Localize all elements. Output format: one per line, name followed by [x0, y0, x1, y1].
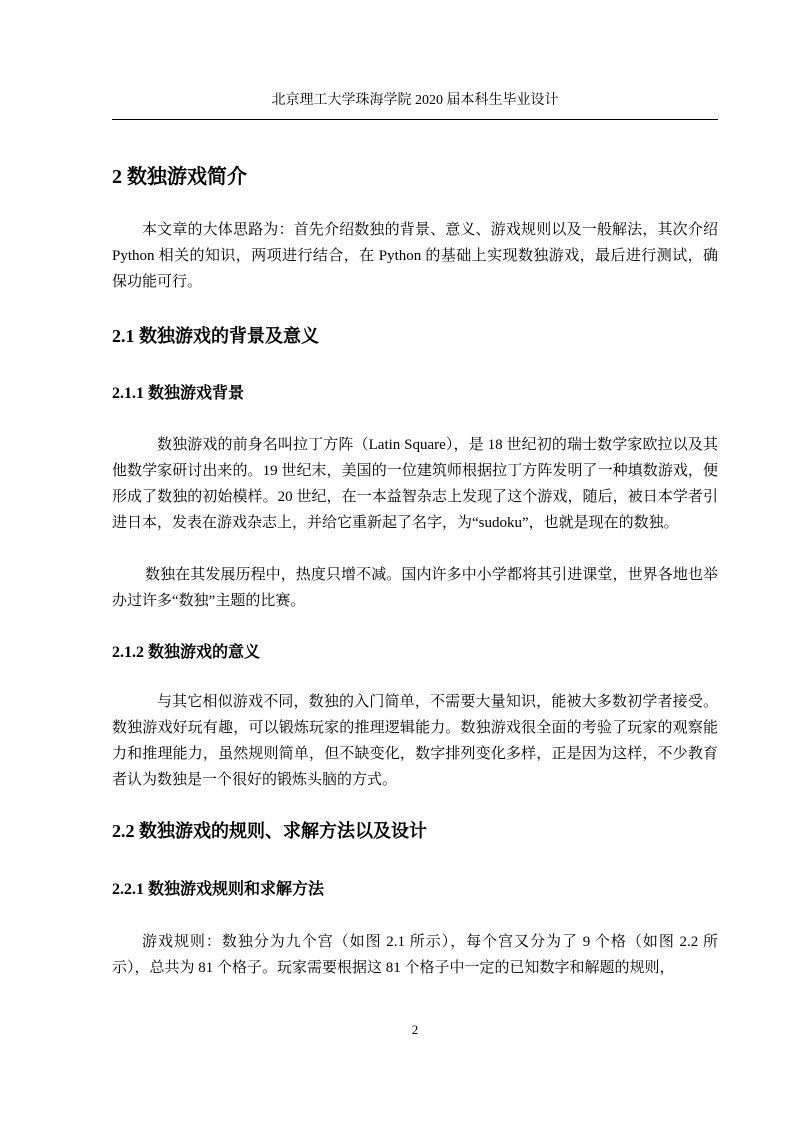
section-2-1-2-title: 2.1.2 数独游戏的意义 — [112, 644, 261, 661]
page-header: 北京理工大学珠海学院 2020 届本科生毕业设计 — [271, 93, 559, 108]
header-divider — [112, 119, 718, 120]
section-2-1-title: 2.1 数独游戏的背景及意义 — [112, 326, 319, 346]
section-2-2-1-title: 2.2.1 数独游戏规则和求解方法 — [112, 881, 325, 898]
section-2-1-1-paragraph-1: 数独游戏的前身名叫拉丁方阵（Latin Square），是 18 世纪初的瑞士数学家欧拉以及其他数学家研讨出来的。19 世纪末，美国的一位建筑师根据拉丁方阵发明了一种填数游戏，便形成了数独的初始模样。20 世纪，在一本益智杂志上发现了这个游戏，随后，被日本学者引进日本，发表在游戏杂志上，并给它重新起了名字，为“sudoku”，也就是现在的数独。 — [112, 437, 718, 531]
section-2-2-1-paragraph-1: 游戏规则：数独分为九个宫（如图 2.1 所示），每个宫又分为了 9 个格（如图 2.2 所示），总共为 81 个格子。玩家需要根据这 81 个格子中一定的已知数字和解题的规则， — [112, 934, 718, 976]
section-2-2-title: 2.2 数独游戏的规则、求解方法以及设计 — [112, 821, 427, 841]
chapter-title: 2 数独游戏简介 — [112, 166, 247, 188]
section-2-1-1-paragraph-2: 数独在其发展历程中，热度只增不减。国内许多中小学都将其引进课堂，世界各地也举办过许多“数独”主题的比赛。 — [112, 567, 718, 609]
chapter-intro-paragraph: 本文章的大体思路为：首先介绍数独的背景、意义、游戏规则以及一般解法，其次介绍 Python 相关的知识，两项进行结合，在 Python 的基础上实现数独游戏，最后进行测试，确保功能可行。 — [112, 222, 718, 290]
page-number: 2 — [411, 1022, 419, 1037]
section-2-1-2-paragraph-1: 与其它相似游戏不同，数独的入门简单，不需要大量知识，能被大多数初学者接受。数独游戏好玩有趣，可以锻炼玩家的推理逻辑能力。数独游戏很全面的考验了玩家的观察能力和推理能力，虽然规则简单，但不缺变化，数字排列变化多样，正是因为这样，不少教育者认为数独是一个很好的锻炼头脑的方式。 — [112, 694, 718, 788]
section-2-1-1-title: 2.1.1 数独游戏背景 — [112, 385, 245, 402]
